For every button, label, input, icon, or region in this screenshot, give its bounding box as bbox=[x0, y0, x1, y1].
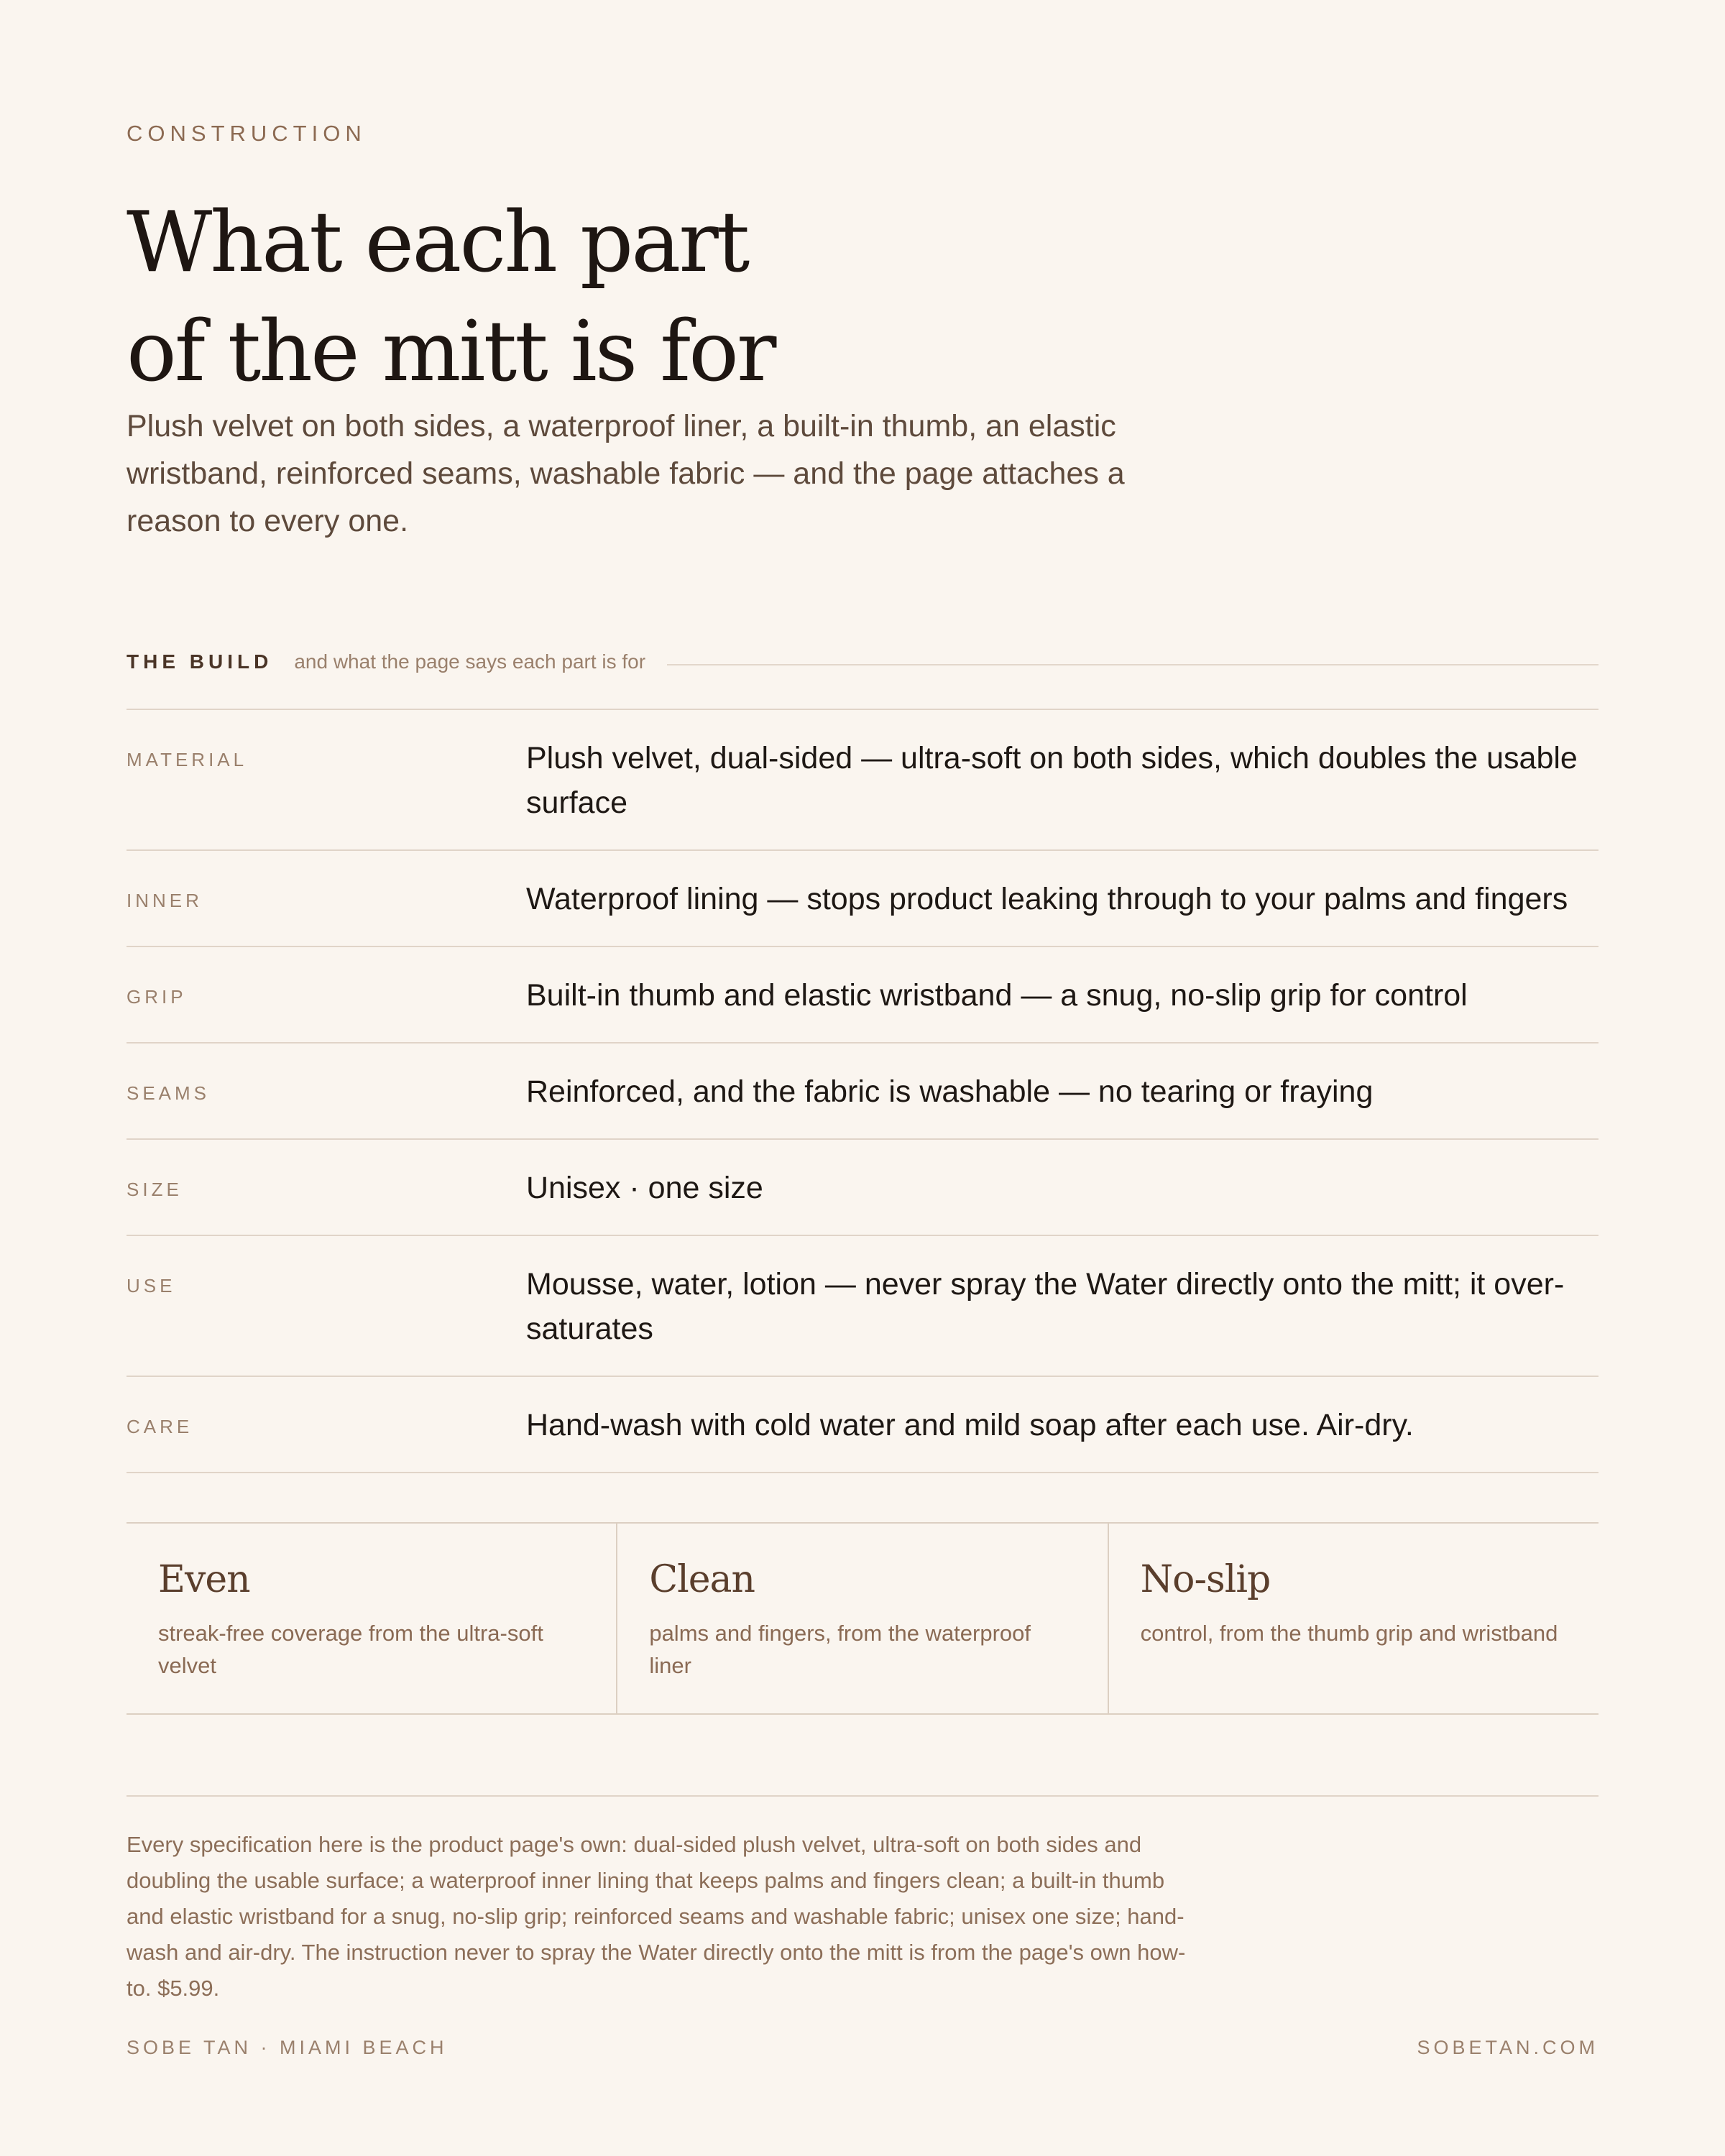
spec-row-size bbox=[126, 1140, 1598, 1236]
footer-website-link[interactable]: SOBETAN.COM bbox=[1417, 2037, 1598, 2058]
benefit-title: Clean bbox=[649, 1558, 755, 1601]
spec-label: INNER bbox=[126, 890, 203, 911]
spec-table bbox=[126, 709, 1598, 1473]
spec-label: SIZE bbox=[126, 1179, 183, 1200]
spec-value: Mousse, water, lotion — never spray the Water directly onto the mitt; it over-saturates bbox=[526, 1267, 1565, 1346]
spec-row-seams bbox=[126, 1044, 1598, 1140]
benefit-card-no-slip bbox=[1108, 1524, 1598, 1713]
build-section-divider bbox=[667, 664, 1598, 665]
spec-value: Waterproof lining — stops product leaking through to your palms and fingers bbox=[526, 882, 1568, 916]
spec-value: Built-in thumb and elastic wristband — a snug, no-slip grip for control bbox=[526, 978, 1468, 1013]
build-section-title: THE BUILD bbox=[126, 650, 273, 673]
spec-label: USE bbox=[126, 1275, 176, 1296]
spec-value: Plush velvet, dual-sided — ultra-soft on both sides, which doubles the usable surface bbox=[526, 741, 1578, 820]
benefits-strip bbox=[126, 1522, 1598, 1715]
lede-paragraph: Plush velvet on both sides, a waterproof liner, a built-in thumb, an elastic wristband, reinforced seams, washable fabric — and the page attaches a reason to every one. bbox=[126, 409, 1125, 538]
page-title-line-1: What each part bbox=[126, 194, 748, 291]
benefit-description: palms and fingers, from the waterproof liner bbox=[649, 1621, 1031, 1678]
spec-label: MATERIAL bbox=[126, 749, 248, 770]
benefit-title: No-slip bbox=[1140, 1558, 1271, 1601]
benefit-card-even bbox=[126, 1524, 616, 1713]
spec-row-grip bbox=[126, 947, 1598, 1044]
spec-row-care bbox=[126, 1377, 1598, 1473]
footnote: Every specification here is the product page's own: dual-sided plush velvet, ultra-soft on both sides and doubling the usable surface; a waterproof inner lining that keeps palms and fingers clean; a built-in thumb and elastic wristband for a snug, no-slip grip; reinforced seams and washable fabric; unisex one size; hand-wash and air-dry. The instruction never to spray the Water directly onto the mitt is from the page's own how-to. $5.99. bbox=[126, 1832, 1186, 2001]
footer-brand: SOBE TAN · MIAMI BEACH bbox=[126, 2037, 448, 2058]
benefit-card-clean bbox=[616, 1524, 1107, 1713]
spec-value: Hand-wash with cold water and mild soap after each use. Air-dry. bbox=[526, 1408, 1414, 1442]
spec-label: SEAMS bbox=[126, 1082, 211, 1104]
spec-value: Reinforced, and the fabric is washable — no tearing or fraying bbox=[526, 1074, 1374, 1109]
spec-row-material bbox=[126, 710, 1598, 851]
spec-value: Unisex · one size bbox=[526, 1171, 763, 1205]
eyebrow-label: CONSTRUCTION bbox=[126, 121, 367, 146]
benefit-description: streak-free coverage from the ultra-soft velvet bbox=[158, 1621, 543, 1678]
spec-row-inner bbox=[126, 851, 1598, 947]
spec-row-use bbox=[126, 1236, 1598, 1377]
build-section-subtitle: and what the page says each part is for bbox=[294, 650, 646, 673]
benefit-title: Even bbox=[158, 1558, 250, 1601]
benefit-description: control, from the thumb grip and wristband bbox=[1140, 1621, 1558, 1646]
build-section-header bbox=[126, 644, 1598, 680]
spec-label: GRIP bbox=[126, 986, 187, 1008]
footnote-divider bbox=[126, 1795, 1598, 1797]
page-title bbox=[126, 188, 774, 407]
spec-label: CARE bbox=[126, 1416, 193, 1437]
page-title-line-2: of the mitt is for bbox=[126, 303, 775, 400]
